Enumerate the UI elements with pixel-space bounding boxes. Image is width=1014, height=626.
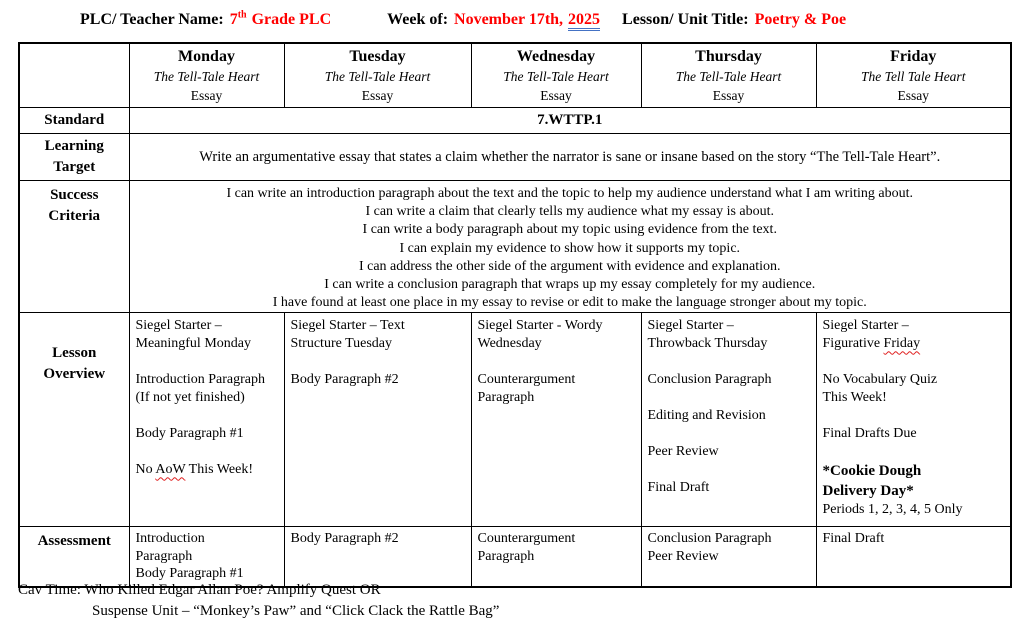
lesson-overview-tuesday-cell [284, 313, 471, 527]
standard-row-label: Standard [19, 108, 129, 134]
success-criteria-line: I can explain my evidence to show how it supports my topic. [399, 240, 741, 256]
unit-title-label: Lesson/ Unit Title: [622, 11, 749, 28]
overview-line: No AoW This Week! [135, 462, 253, 478]
assessment-line: Paragraph [477, 548, 535, 564]
assessment-line: Introduction [135, 531, 205, 547]
overview-line-bold: Delivery Day* [822, 483, 914, 500]
success-criteria-list [129, 181, 1011, 313]
overview-line: Peer Review [647, 444, 719, 460]
assessment-line: Body Paragraph #2 [290, 531, 399, 547]
week-of-label: Week of: [387, 11, 449, 28]
overview-line: Throwback Thursday [647, 336, 768, 352]
unit-title-value: Poetry & Poe [754, 11, 847, 28]
week-of-value: November 17th, 2025 [454, 11, 600, 28]
overview-line: Meaningful Monday [135, 336, 251, 352]
assessment-row-label: Assessment [19, 527, 129, 587]
document-title-line [80, 11, 846, 29]
learning-target-value: Write an argumentative essay that states a claim whether the narrator is sane or insane based on the story “The Tell-Tale Heart”. [129, 134, 1011, 181]
day-name: Thursday [695, 48, 762, 65]
overview-line: Periods 1, 2, 3, 4, 5 Only [822, 502, 963, 518]
lesson-overview-monday-cell [129, 313, 284, 527]
assessment-line: Body Paragraph #1 [135, 566, 244, 582]
overview-line: Body Paragraph #2 [290, 372, 399, 388]
day-header-row [19, 43, 1011, 108]
day-activity-type: Essay [712, 88, 745, 103]
lesson-overview-row [19, 313, 1011, 527]
learning-target-row [19, 134, 1011, 181]
overview-line: Final Draft [647, 480, 710, 496]
day-name: Wednesday [516, 48, 596, 65]
day-work-title: The Tell-Tale Heart [153, 69, 260, 84]
success-criteria-row-label: Success Criteria [19, 181, 129, 313]
lesson-plan-table [18, 42, 1012, 588]
overview-line: Editing and Revision [647, 408, 766, 424]
lesson-overview-row-label: Lesson Overview [19, 313, 129, 527]
success-criteria-line: I can write an introduction paragraph about the text and the topic to help my audience understand what I am writing about. [226, 186, 914, 201]
overview-line: This Week! [822, 390, 887, 406]
success-criteria-line: I can write a body paragraph about my topic using evidence from the text. [362, 222, 777, 238]
day-name: Tuesday [349, 48, 406, 65]
success-criteria-line: I have found at least one place in my essay to revise or edit to make the language stronger about my topic. [272, 295, 867, 311]
plc-teacher-name-label: PLC/ Teacher Name: [80, 11, 224, 28]
day-work-title: The Tell-Tale Heart [503, 69, 609, 84]
overview-line: No Vocabulary Quiz [822, 372, 938, 388]
overview-line: Siegel Starter – [647, 318, 734, 334]
year-grammar-underlined: 2025 [568, 11, 600, 31]
day-work-title: The Tell-Tale Heart [324, 69, 431, 84]
overview-line: Counterargument [477, 372, 576, 388]
day-name: Monday [178, 48, 235, 65]
learning-target-row-label: Learning Target [19, 134, 129, 181]
assessment-tuesday-cell [284, 527, 471, 587]
assessment-friday-cell [816, 527, 1011, 587]
overview-line: Conclusion Paragraph [647, 372, 772, 388]
day-activity-type: Essay [361, 88, 394, 103]
assessment-wednesday-cell [471, 527, 641, 587]
day-header-thursday [641, 43, 816, 108]
assessment-line: Final Draft [822, 531, 885, 547]
lesson-overview-friday-cell [816, 313, 1011, 527]
assessment-row [19, 527, 1011, 587]
assessment-monday-cell [129, 527, 284, 587]
plc-grade-value: 7th Grade PLC [229, 9, 332, 28]
misspelled-word: AoW [155, 462, 186, 478]
overview-line: Siegel Starter – [822, 318, 909, 334]
overview-line: Wednesday [477, 336, 542, 352]
cav-time-line: Cav Time: Who Killed Edgar Allan Poe? Amplify Quest OR [18, 582, 381, 598]
day-activity-type: Essay [540, 88, 572, 103]
day-header-monday [129, 43, 284, 108]
overview-line: Structure Tuesday [290, 336, 392, 352]
overview-line: Final Drafts Due [822, 426, 917, 442]
success-criteria-line: I can address the other side of the argument with evidence and explanation. [358, 258, 781, 274]
corner-empty-cell [19, 43, 129, 108]
assessment-line: Paragraph [135, 548, 193, 564]
misspelled-word: Friday [883, 336, 921, 352]
day-activity-type: Essay [190, 88, 223, 103]
overview-line: Figurative Friday [822, 336, 921, 352]
assessment-line: Counterargument [477, 531, 576, 547]
assessment-thursday-cell [641, 527, 816, 587]
day-work-title: The Tell Tale Heart [861, 69, 966, 84]
overview-line: Siegel Starter – [135, 318, 222, 334]
day-name: Friday [890, 48, 937, 65]
success-criteria-row [19, 181, 1011, 313]
overview-line: Paragraph [477, 390, 535, 406]
assessment-line: Peer Review [647, 548, 719, 564]
day-activity-type: Essay [897, 88, 929, 103]
success-criteria-line: I can write a claim that clearly tells my audience what my essay is about. [365, 204, 775, 220]
lesson-overview-thursday-cell [641, 313, 816, 527]
overview-line-bold: *Cookie Dough [822, 463, 922, 480]
day-header-wednesday [471, 43, 641, 108]
assessment-line: Conclusion Paragraph [647, 531, 772, 547]
overview-line: (If not yet finished) [135, 390, 245, 406]
ordinal-superscript: th [237, 9, 247, 21]
footer-notes [18, 580, 499, 621]
overview-line: Siegel Starter – Text [290, 318, 405, 334]
day-header-friday [816, 43, 1011, 108]
overview-line: Body Paragraph #1 [135, 426, 244, 442]
day-work-title: The Tell-Tale Heart [675, 69, 782, 84]
suspense-unit-line: Suspense Unit – “Monkey’s Paw” and “Click Clack the Rattle Bag” [92, 602, 500, 619]
day-header-tuesday [284, 43, 471, 108]
lesson-overview-wednesday-cell [471, 313, 641, 527]
overview-line: Introduction Paragraph [135, 372, 265, 388]
success-criteria-line: I can write a conclusion paragraph that wraps up my essay completely for my audience. [324, 277, 816, 293]
standard-value: 7.WTTP.1 [129, 108, 1011, 134]
standard-row [19, 108, 1011, 134]
overview-line: Siegel Starter - Wordy [477, 318, 603, 334]
